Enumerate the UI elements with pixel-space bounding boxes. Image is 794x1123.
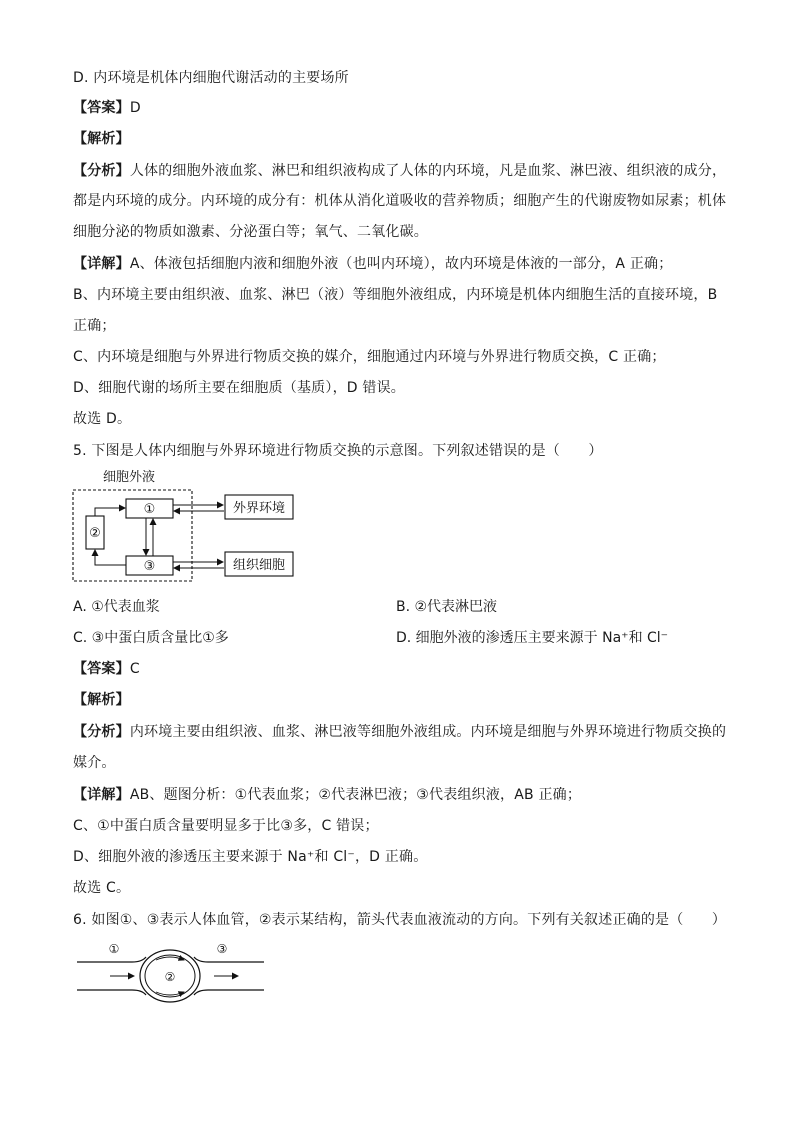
fenxi-label: 【分析】 [73,163,130,179]
vessel3-wall-top [194,957,264,962]
q4-detail-b2: 正确； [73,318,116,334]
q4-option-d: D. 内环境是机体内细胞代谢活动的主要场所 [73,70,349,86]
q5-fenxi-line2: 媒介。 [73,755,116,771]
q4-detail-d: D、细胞代谢的场所主要在细胞质（基质），D 错误。 [73,380,406,396]
extracellular-fluid-label: 细胞外液 [103,470,156,485]
q4-detail-a [73,254,672,274]
vessel3-wall-bottom [194,990,264,995]
q5-conclusion: 故选 C。 [73,880,131,896]
q4-answer [73,98,141,118]
q4-fenxi-line2: 都是内环境的成分。内环境的成分有：机体从消化道吸收的营养物质；细胞产生的代谢废物如尿素；机体 [73,193,727,209]
q5-stem: 5. 下图是人体内细胞与外界环境进行物质交换的示意图。下列叙述错误的是（ ） [73,443,603,459]
arrow-3-to-2 [95,550,126,565]
tissue-cells-label: 组织细胞 [232,558,286,573]
q5-option-a: A. ①代表血浆 [73,599,160,615]
vessel3-label: ③ [216,942,228,956]
vessel1-wall-bottom [77,990,146,995]
q4-detail-c: C、内环境是细胞与外界进行物质交换的媒介，细胞通过内环境与外界进行物质交换，C 正确； [73,349,666,365]
answer-label: 【答案】 [73,100,130,116]
structure2-label: ② [164,970,176,984]
fenxi-label: 【分析】 [73,724,130,740]
detail-label: 【详解】 [73,787,130,803]
q4-fenxi-line1 [73,161,726,181]
flow-arrow-top [156,957,184,960]
detail-label: 【详解】 [73,256,130,272]
flow-arrow-bottom [156,992,184,995]
q6-stem: 6. 如图①、③表示人体血管，②表示某结构，箭头代表血液流动的方向。下列有关叙述正确的是（ ） [73,912,727,928]
answer-value: C [129,661,140,677]
q5-detail-d: D、细胞外液的渗透压主要来源于 Na⁺和 Cl⁻，D 正确。 [73,849,428,865]
external-environment-label: 外界环境 [232,501,286,516]
arrow-2-to-1 [95,508,125,516]
q5-detail-c: C、①中蛋白质含量要明显多于比③多，C 错误； [73,818,379,834]
vessel1-label: ① [108,942,120,956]
q5-option-c: C. ③中蛋白质含量比①多 [73,630,229,646]
q6-diagram [74,938,270,1004]
q5-analysis-label: 【解析】 [73,692,130,708]
q5-option-b: B. ②代表淋巴液 [396,599,498,615]
detail-text: AB、题图分析：①代表血浆；②代表淋巴液；③代表组织液，AB 正确； [129,787,582,803]
q5-fenxi-line1 [73,722,726,742]
q5-diagram [70,466,305,586]
answer-value: D [129,100,141,116]
answer-label: 【答案】 [73,661,130,677]
q5-option-d: D. 细胞外液的渗透压主要来源于 Na⁺和 Cl⁻ [396,630,669,646]
node2-label: ② [89,526,101,541]
vessel1-wall-top [77,957,146,962]
fenxi-text: 人体的细胞外液血浆、淋巴和组织液构成了人体的内环境，凡是血浆、淋巴液、组织液的成分， [129,163,727,179]
q5-detail-ab [73,785,581,805]
q5-answer [73,659,140,679]
fenxi-text: 内环境主要由组织液、血浆、淋巴液等细胞外液组成。内环境是细胞与外界环境进行物质交换的 [129,724,727,740]
q4-fenxi-line3: 细胞分泌的物质如激素、分泌蛋白等；氧气、二氧化碳。 [73,224,428,240]
detail-text: A、体液包括细胞内液和细胞外液（也叫内环境），故内环境是体液的一部分，A 正确； [129,256,673,272]
node1-label: ① [143,502,156,517]
q4-analysis-label: 【解析】 [73,131,130,147]
q4-detail-b1: B、内环境主要由组织液、血浆、淋巴（液）等细胞外液组成，内环境是机体内细胞生活的直接环境，B [73,287,718,303]
q4-conclusion: 故选 D。 [73,411,132,427]
node3-label: ③ [143,559,156,574]
